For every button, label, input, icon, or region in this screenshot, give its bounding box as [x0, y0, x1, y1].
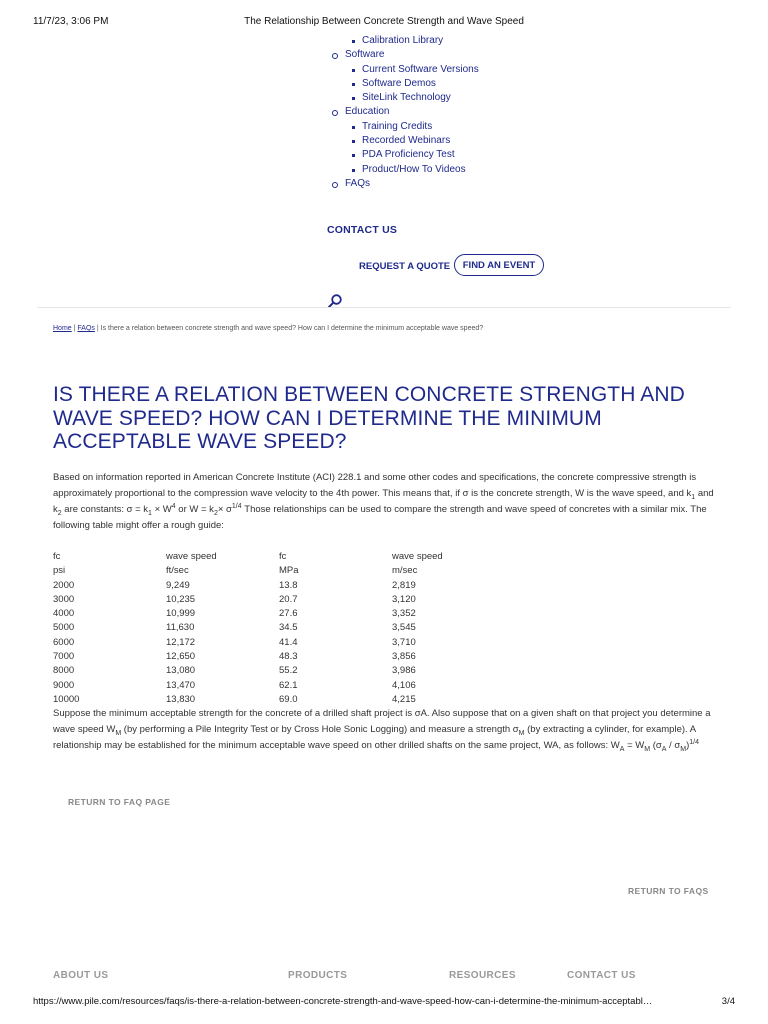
- nav-item-sitelink-technology[interactable]: SiteLink Technology: [332, 91, 479, 105]
- page-title: IS THERE A RELATION BETWEEN CONCRETE STRENGTH AND WAVE SPEED? HOW CAN I DETERMINE THE MINIMUM ACCEPTABLE WAVE SPEED?: [53, 383, 685, 453]
- outro-subscript: M: [644, 745, 651, 753]
- table-cell: 62.1: [279, 679, 298, 691]
- table-cell: 3,710: [392, 636, 416, 648]
- table-unit-cell: m/sec: [392, 565, 418, 577]
- footer-products-link[interactable]: PRODUCTS: [288, 970, 348, 981]
- table-header-cell: wave speed: [392, 551, 443, 562]
- table-cell: 13.8: [279, 579, 298, 591]
- outro-text: (σ: [650, 740, 662, 751]
- intro-subscript: 1: [148, 509, 152, 517]
- table-cell: 12,172: [166, 636, 196, 648]
- table-cell: 4000: [53, 608, 75, 620]
- return-to-faq-page-link[interactable]: RETURN TO FAQ PAGE: [68, 797, 171, 807]
- nav-group-software[interactable]: Software: [332, 48, 479, 62]
- table-cell: 34.5: [279, 622, 298, 634]
- intro-superscript: 4: [171, 502, 176, 510]
- outro-paragraph: [53, 706, 718, 754]
- table-cell: 4,215: [392, 693, 416, 705]
- table-cell: 6000: [53, 636, 75, 648]
- nav-group-education[interactable]: Education: [332, 105, 479, 119]
- outro-subscript: A: [661, 745, 667, 753]
- breadcrumb-separator: |: [71, 325, 78, 332]
- outro-text: = W: [624, 740, 645, 751]
- nav-item-product-how-to-videos[interactable]: Product/How To Videos: [332, 163, 479, 177]
- table-cell: 3,352: [392, 608, 416, 620]
- footer-resources-link[interactable]: RESOURCES: [449, 970, 516, 981]
- table-header-cell: fc: [53, 551, 61, 562]
- return-to-faqs-link[interactable]: RETURN TO FAQS: [628, 886, 709, 896]
- outro-subscript: M: [680, 745, 687, 753]
- outro-text: (by performing a Pile Integrity Test or by Cross Hole Sonic Logging) and measure a strength σ: [121, 724, 519, 735]
- table-cell: 13,830: [166, 693, 196, 705]
- table-cell: 13,470: [166, 679, 196, 691]
- nav-item-calibration-library[interactable]: Calibration Library: [332, 34, 479, 48]
- table-row: [53, 621, 472, 635]
- nav-item-current-software-versions[interactable]: Current Software Versions: [332, 63, 479, 77]
- table-cell: 8000: [53, 665, 75, 677]
- table-row: [53, 607, 472, 621]
- table-units-row: [53, 564, 472, 578]
- table-row: [53, 593, 472, 607]
- main-navigation: [332, 34, 479, 191]
- table-row: [53, 679, 472, 693]
- breadcrumb-faqs-link[interactable]: FAQs: [77, 325, 95, 332]
- table-cell: 69.0: [279, 693, 298, 705]
- table-row: [53, 650, 472, 664]
- table-header-cell: fc: [279, 551, 287, 562]
- contact-us-link[interactable]: CONTACT US: [327, 224, 398, 236]
- table-cell: 3,856: [392, 651, 416, 663]
- table-header-cell: wave speed: [166, 551, 217, 562]
- intro-subscript: 2: [57, 509, 62, 517]
- nav-item-software-demos[interactable]: Software Demos: [332, 77, 479, 91]
- intro-text: Based on information reported in American Concrete Institute (ACI) 228.1 and some other codes and specifications, the concrete compressive strength is approximately proportional to the compression wave velocity to the 4th power. This means that, if σ is the concrete strength, W is the wave speed, and k: [53, 472, 697, 499]
- intro-subscript: 1: [691, 493, 696, 501]
- table-cell: 4,106: [392, 679, 416, 691]
- table-cell: 13,080: [166, 665, 196, 677]
- table-cell: 12,650: [166, 651, 196, 663]
- table-cell: 10000: [53, 693, 80, 705]
- breadcrumb-home-link[interactable]: Home: [53, 325, 72, 332]
- outro-subscript: M: [115, 729, 122, 737]
- breadcrumb-separator: |: [94, 325, 101, 332]
- outro-subscript: M: [518, 729, 525, 737]
- find-event-button[interactable]: FIND AN EVENT: [454, 254, 544, 276]
- print-footer: [33, 996, 735, 1010]
- outro-subscript: A: [619, 745, 625, 753]
- nav-item-training-credits[interactable]: Training Credits: [332, 120, 479, 134]
- table-cell: 20.7: [279, 593, 298, 605]
- table-unit-cell: ft/sec: [166, 565, 189, 577]
- outro-text: (by extracting a cylinder, for example). A relationship may be established for the minimum acceptable wave speed on other drilled shafts on the same project, WA, as follows: W: [53, 724, 696, 751]
- intro-text: are constants: σ = k: [61, 504, 149, 515]
- intro-paragraph: [53, 470, 718, 534]
- header-divider: [37, 307, 731, 308]
- print-page-number: 3/4: [721, 996, 735, 1007]
- nav-item-pda-proficiency-test[interactable]: PDA Proficiency Test: [332, 148, 479, 162]
- table-cell: 2000: [53, 579, 75, 591]
- table-cell: 3,545: [392, 622, 416, 634]
- table-cell: 9000: [53, 679, 75, 691]
- intro-text: and k: [53, 488, 714, 515]
- table-row: [53, 664, 472, 678]
- request-quote-link[interactable]: REQUEST A QUOTE: [359, 261, 451, 272]
- table-cell: 7000: [53, 651, 75, 663]
- breadcrumb: [53, 325, 483, 332]
- table-cell: 3,986: [392, 665, 416, 677]
- table-cell: 10,999: [166, 608, 196, 620]
- table-cell: 3,120: [392, 593, 416, 605]
- nav-group-faqs[interactable]: FAQs: [332, 177, 479, 191]
- outro-text: Suppose the minimum acceptable strength for the concrete of a drilled shaft project is σA. Also suppose that on a given shaft on that project you determine a wave speed W: [53, 708, 711, 735]
- intro-text: × W: [151, 504, 172, 515]
- intro-superscript: 1/4: [231, 502, 242, 510]
- print-page-url: https://www.pile.com/resources/faqs/is-there-a-relation-between-concrete-strength-and-wave-speed-how-can-i-determine-the-minimum-acceptabl…: [33, 996, 653, 1007]
- print-datetime: 11/7/23, 3:06 PM: [33, 16, 109, 27]
- table-header-row: [53, 550, 472, 564]
- table-cell: 5000: [53, 622, 75, 634]
- intro-subscript: 2: [213, 509, 218, 517]
- print-document-title: The Relationship Between Concrete Strength and Wave Speed: [244, 16, 524, 27]
- intro-text: or W = k: [175, 504, 214, 515]
- footer-contact-us-link[interactable]: CONTACT US: [567, 970, 636, 981]
- strength-wave-speed-table: [53, 550, 472, 707]
- table-row: [53, 579, 472, 593]
- table-row: [53, 636, 472, 650]
- intro-text: × σ: [217, 504, 232, 515]
- table-cell: 55.2: [279, 665, 298, 677]
- table-cell: 48.3: [279, 651, 298, 663]
- outro-superscript: 1/4: [689, 738, 699, 746]
- table-cell: 11,630: [166, 622, 195, 634]
- table-cell: 3000: [53, 593, 75, 605]
- breadcrumb-current: Is there a relation between concrete strength and wave speed? How can I determine the minimum acceptable wave speed?: [100, 325, 484, 332]
- table-cell: 2,819: [392, 579, 416, 591]
- intro-text: Those relationships can be used to compare the strength and wave speed of concretes with a similar mix. The following table might offer a rough guide:: [53, 504, 707, 531]
- footer-about-us-link[interactable]: ABOUT US: [53, 970, 109, 981]
- table-unit-cell: psi: [53, 565, 66, 577]
- print-header: [33, 16, 735, 30]
- table-cell: 9,249: [166, 579, 190, 591]
- outro-text: / σ: [666, 740, 681, 751]
- nav-item-recorded-webinars[interactable]: Recorded Webinars: [332, 134, 479, 148]
- table-cell: 41.4: [279, 636, 298, 648]
- table-cell: 27.6: [279, 608, 298, 620]
- table-unit-cell: MPa: [279, 565, 299, 577]
- table-cell: 10,235: [166, 593, 196, 605]
- outro-text: ): [686, 740, 690, 751]
